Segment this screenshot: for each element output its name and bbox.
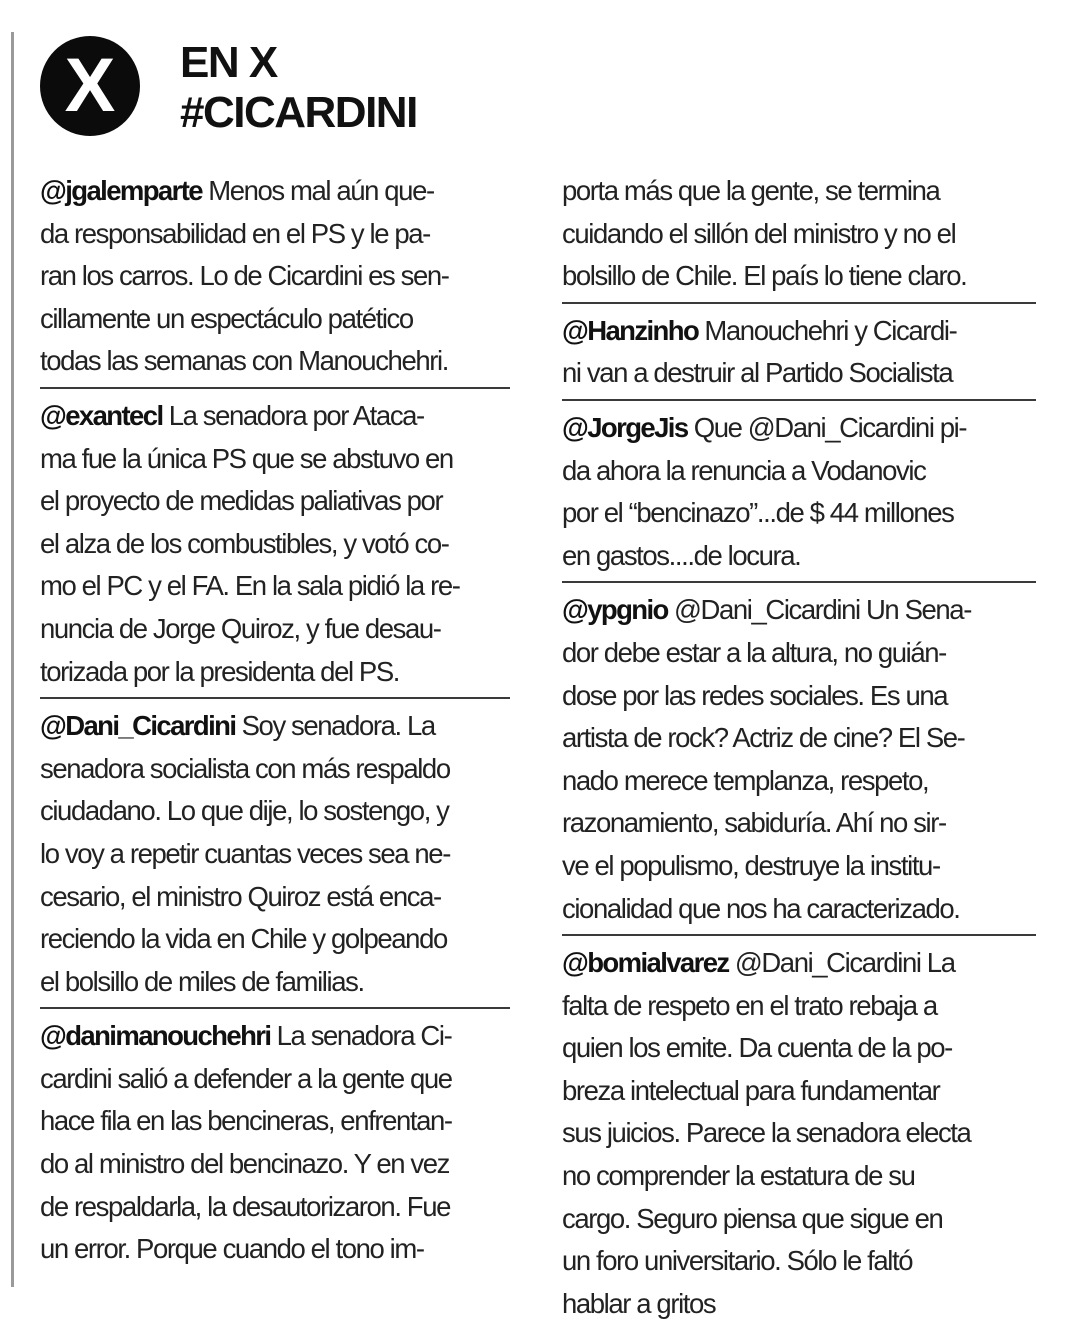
x-logo-letter: X: [64, 43, 116, 128]
tweet-text: de respaldarla, la desautorizaron. Fue: [40, 1190, 450, 1222]
tweet-line: [562, 213, 1036, 256]
tweet-text: do al ministro del bencinazo. Y en vez: [40, 1148, 449, 1180]
tweet-text: Soy senadora. La: [235, 710, 435, 742]
tweet-text: todas las semanas con Manouchehri.: [40, 345, 448, 377]
tweet-text: cardini salió a defender a la gente que: [40, 1062, 452, 1094]
tweet-text: da responsabilidad en el PS y le pa-: [40, 217, 430, 249]
tweet-text: ran los carros. Lo de Cicardini es sen-: [40, 260, 449, 292]
tweet-text: sus juicios. Parece la senadora electa: [562, 1117, 971, 1149]
tweet-text: bolsillo de Chile. El país lo tiene claro.: [562, 260, 967, 292]
tweet-text: artista de rock? Actriz de cine? El Se-: [562, 722, 965, 754]
tweet-line: [40, 340, 510, 383]
tweet-line: [40, 833, 510, 876]
tweet-text: quien los emite. Da cuenta de la po-: [562, 1032, 952, 1064]
tweet-line: [562, 352, 1036, 395]
tweet-post: [562, 310, 1036, 395]
tweet-text: ve el populismo, destruye la institu-: [562, 849, 940, 881]
tweet-divider: [562, 399, 1036, 401]
tweet-text: cesario, el ministro Quiroz está enca-: [40, 880, 441, 912]
tweet-line: [562, 255, 1036, 298]
tweet-divider: [40, 387, 510, 389]
tweet-line: [40, 480, 510, 523]
tweet-text: dose por las redes sociales. Es una: [562, 679, 948, 711]
tweet-text: breza intelectual para fundamentar: [562, 1074, 940, 1106]
tweet-line: [562, 1198, 1036, 1241]
tweet-text: un error. Porque cuando el tono im-: [40, 1233, 424, 1265]
tweet-line: [562, 1070, 1036, 1113]
tweet-line: [40, 213, 510, 256]
tweet-text: cuidando el sillón del ministro y no el: [562, 217, 956, 249]
tweet-line: [40, 651, 510, 694]
tweet-line: [40, 790, 510, 833]
tweet-divider: [562, 581, 1036, 583]
left-column: [40, 170, 510, 1271]
tweet-line: [40, 961, 510, 1004]
tweet-text: hablar a gritos: [562, 1287, 716, 1319]
tweet-handle-link[interactable]: @ypgnio: [562, 594, 668, 626]
tweet-text: dor debe estar a la altura, no guián-: [562, 636, 946, 668]
tweet-text: da ahora la renuncia a Vodanovic: [562, 454, 926, 486]
tweet-text: nuncia de Jorge Quiroz, y fue desau-: [40, 612, 441, 644]
tweet-line: [40, 565, 510, 608]
tweet-line: [562, 942, 1036, 985]
tweet-line: [562, 760, 1036, 803]
tweet-handle-link[interactable]: @JorgeJis: [562, 411, 688, 443]
tweet-line: [562, 802, 1036, 845]
tweet-text: lo voy a repetir cuantas veces sea ne-: [40, 837, 450, 869]
tweet-text: falta de respeto en el trato rebaja a: [562, 989, 937, 1021]
tweet-handle-link[interactable]: @Hanzinho: [562, 314, 699, 346]
tweet-post: [40, 705, 510, 1003]
tweet-text: por el “bencinazo”...de $ 44 millones: [562, 497, 954, 529]
tweet-line: [562, 985, 1036, 1028]
tweet-line: [40, 876, 510, 919]
tweet-line: [40, 748, 510, 791]
tweet-post: [40, 170, 510, 383]
tweet-line: [562, 492, 1036, 535]
tweet-line: [40, 1143, 510, 1186]
tweet-divider: [40, 1007, 510, 1009]
tweet-divider: [40, 697, 510, 699]
tweet-line: [562, 1027, 1036, 1070]
tweet-handle-link[interactable]: @jgalemparte: [40, 175, 202, 206]
tweet-line: [40, 1228, 510, 1271]
tweet-line: [562, 535, 1036, 578]
tweet-text: ma fue la única PS que se abstuvo en: [40, 442, 453, 474]
tweet-line: [562, 675, 1036, 718]
tweet-text: porta más que la gente, se termina: [562, 175, 940, 206]
tweet-divider: [562, 934, 1036, 936]
tweet-line: [40, 298, 510, 341]
tweet-line: [562, 888, 1036, 931]
tweet-text: el bolsillo de miles de familias.: [40, 965, 364, 997]
tweet-line: [562, 632, 1036, 675]
tweet-text: no comprender la estatura de su: [562, 1160, 915, 1192]
tweet-text: Que @Dani_Cicardini pi-: [687, 411, 967, 443]
tweet-post: [562, 942, 1036, 1325]
tweet-line: [40, 395, 510, 438]
tweet-text: senadora socialista con más respaldo: [40, 752, 450, 784]
tweet-post: [562, 407, 1036, 577]
x-logo-icon: [40, 36, 140, 136]
tweet-handle-link[interactable]: @Dani_Cicardini: [40, 710, 236, 742]
tweet-text: La senadora por Ataca-: [162, 399, 424, 431]
tweet-text: reciendo la vida en Chile y golpeando: [40, 923, 447, 955]
tweet-text: La senadora Ci-: [270, 1020, 452, 1052]
tweet-divider: [562, 302, 1036, 304]
tweet-handle-link[interactable]: @bomialvarez: [562, 947, 729, 979]
tweet-text: torizada por la presidenta del PS.: [40, 655, 400, 687]
tweet-line: [40, 1058, 510, 1101]
title-line-1: EN X: [180, 38, 277, 87]
tweet-text: mo el PC y el FA. En la sala pidió la re-: [40, 570, 460, 602]
tweet-line: [562, 1283, 1036, 1325]
tweet-line: [562, 170, 1036, 213]
tweet-text: cillamente un espectáculo patético: [40, 302, 413, 334]
tweet-post: [562, 589, 1036, 930]
tweet-text: el alza de los combustibles, y votó co-: [40, 527, 449, 559]
tweet-text: Manouchehri y Cicardi-: [698, 314, 957, 346]
tweet-line: [562, 717, 1036, 760]
tweet-line: [562, 1155, 1036, 1198]
tweet-text: @Dani_Cicardini Un Sena-: [667, 594, 971, 626]
tweet-text: Menos mal aún que-: [201, 175, 434, 206]
tweet-post: [40, 1015, 510, 1271]
tweet-post: [562, 170, 1036, 298]
tweet-line: [40, 1186, 510, 1229]
tweet-line: [40, 438, 510, 481]
tweet-handle-link[interactable]: @danimanouchehri: [40, 1020, 271, 1052]
column-rule: [11, 32, 14, 1287]
tweet-line: [562, 845, 1036, 888]
tweet-text: cionalidad que nos ha caracterizado.: [562, 892, 960, 924]
tweet-text: cargo. Seguro piensa que sigue en: [562, 1202, 943, 1234]
tweet-line: [562, 310, 1036, 353]
right-column: [562, 170, 1036, 1325]
tweet-text: ciudadano. Lo que dije, lo sostengo, y: [40, 795, 449, 827]
tweet-line: [40, 918, 510, 961]
page-title: [180, 38, 417, 138]
tweet-text: razonamiento, sabiduría. Ahí no sir-: [562, 807, 946, 839]
tweet-text: @Dani_Cicardini La: [728, 947, 955, 979]
tweet-line: [562, 450, 1036, 493]
tweet-line: [562, 407, 1036, 450]
tweet-handle-link[interactable]: @exantecl: [40, 399, 163, 431]
tweet-line: [562, 1112, 1036, 1155]
tweet-text: hace fila en las bencineras, enfrentan-: [40, 1105, 452, 1137]
tweet-line: [562, 589, 1036, 632]
title-hashtag: #CICARDINI: [180, 88, 417, 137]
tweet-line: [40, 255, 510, 298]
tweet-line: [40, 170, 510, 213]
tweet-text: un foro universitario. Sólo le faltó: [562, 1245, 913, 1277]
tweet-line: [40, 705, 510, 748]
tweet-line: [562, 1240, 1036, 1283]
tweet-line: [40, 523, 510, 566]
tweet-text: en gastos....de locura.: [562, 539, 801, 571]
tweet-line: [40, 1015, 510, 1058]
tweet-line: [40, 608, 510, 651]
tweet-text: el proyecto de medidas paliativas por: [40, 485, 443, 517]
tweet-post: [40, 395, 510, 693]
tweet-line: [40, 1100, 510, 1143]
tweet-text: nado merece templanza, respeto,: [562, 764, 929, 796]
tweet-text: ni van a destruir al Partido Socialista: [562, 357, 953, 389]
